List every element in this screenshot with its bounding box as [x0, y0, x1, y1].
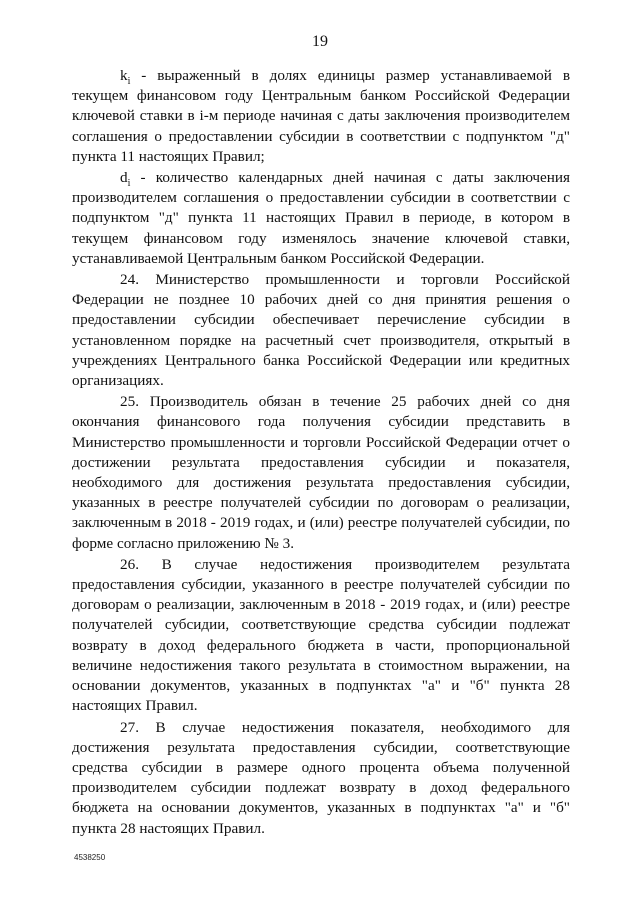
paragraph-25: 25. Производитель обязан в течение 25 рабочих дней со дня окончания финансового года получения субсидии представить в Министерство промышленности и торговли Российской Федерации отчет о достижении результата предоставления субсидии и показателя, необходимого для достижения результата предоставления субсидии, указанных в реестре получателей субсидии по договорам о реализации, заключенным в 2018 - 2019 годах, и (или) реестре получателей субсидии, по форме согласно приложению № 3. — [72, 393, 570, 552]
document-body — [72, 66, 570, 840]
variable-d-subscript: i — [127, 178, 131, 190]
paragraph-text: - выраженный в долях единицы размер устанавливаемой в текущем финансовом году Центральным банком Российской Федерации ключевой ставки в i-м периоде начиная с даты заключения производителем соглашения о предоставлении субсидии в соответствии с подпунктом "д" пункта 11 настоящих Правил; — [72, 67, 570, 165]
paragraph-text: - количество календарных дней начиная с даты заключения производителем соглашения о предоставлении субсидии в соответствии с подпунктом "д" пункта 11 настоящих Правил в периоде, в котором в текущем финансовом году изменялось значение ключевой ставки, устанавливаемой Центральным банком Российской Федерации. — [72, 169, 570, 267]
footer-document-code: 4538250 — [74, 853, 106, 862]
paragraph-24: 24. Министерство промышленности и торговли Российской Федерации не позднее 10 рабочих дней со дня принятия решения о предоставлении субсидии обеспечивает перечисление субсидии в установленном порядке на расчетный счет производителя, открытый в учреждениях Центрального банка Российской Федерации или кредитных организациях. — [72, 271, 570, 390]
paragraph-d-definition — [72, 168, 570, 269]
variable-k-subscript: i — [127, 76, 131, 88]
variable-k: k — [120, 67, 128, 84]
paragraph-k-definition — [72, 66, 570, 167]
variable-d: d — [120, 169, 128, 187]
page-number: 19 — [312, 33, 328, 50]
paragraph-27: 27. В случае недостижения показателя, необходимого для достижения результата предоставления субсидии, соответствующие средства субсидии в размере одного процента объема полученной производителем субсидии подлежат возврату в доход федерального бюджета на основании документов, указанных в подпунктах "а" и "б" пункта 28 настоящих Правил. — [72, 718, 570, 837]
paragraph-26: 26. В случае недостижения производителем результата предоставления субсидии, указанного в реестре получателей субсидии по договорам о реализации, заключенным в 2018 - 2019 годах, и (или) реестре получателей субсидии, соответствующие средства субсидии подлежат возврату в доход федерального бюджета в части, пропорциональной величине недостижения такого результата в стоимостном выражении, на основании документов, указанных в подпунктах "а" и "б" пункта 28 настоящих Правил. — [72, 555, 570, 715]
